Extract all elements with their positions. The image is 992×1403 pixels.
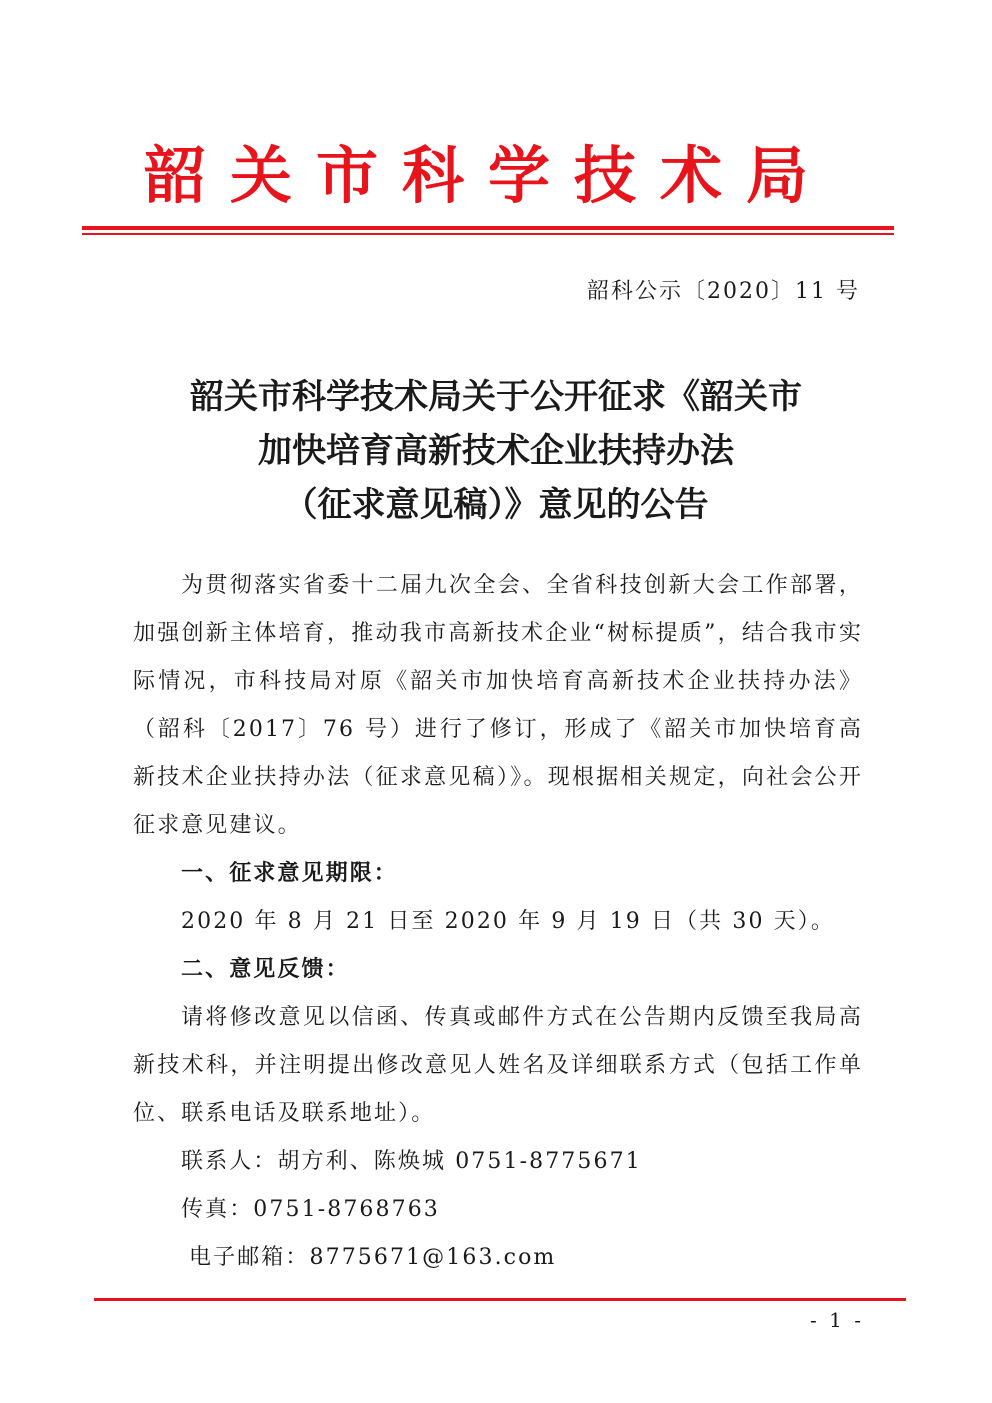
section-1-text: 2020 年 8 月 21 日至 2020 年 9 月 19 日（共 30 天）。 <box>181 909 835 934</box>
section-2-heading: 二、意见反馈： <box>181 957 350 982</box>
title-line-2: 加快培育高新技术企业扶持办法 <box>258 431 734 471</box>
email-line: 电子邮箱：8775671@163.com <box>189 1245 557 1270</box>
document-number: 韶科公示〔2020〕11 号 <box>587 279 860 304</box>
intro-paragraph: 为贯彻落实省委十二届九次全会、全省科技创新大会工作部署，加强创新主体培育，推动我市高新技术企业“树标提质”，结合我市实际情况，市科技局对原《韶关市加快培育高新技术企业扶持办法》（韶科〔2017〕76 号）进行了修订，形成了《韶关市加快培育高新技术企业扶持办法（征求意见稿）》。现根据相关规定，向社会公开征求意见建议。 <box>133 573 863 838</box>
header-rule-thin <box>82 233 894 235</box>
document-body <box>133 562 863 1282</box>
document-title <box>120 370 872 532</box>
fax-line: 传真：0751-8768763 <box>181 1197 440 1222</box>
section-1-heading: 一、征求意见期限： <box>181 861 398 886</box>
page-number: - 1 - <box>810 1308 864 1332</box>
title-line-3: （征求意见稿）》意见的公告 <box>283 485 709 525</box>
title-line-1: 韶关市科学技术局关于公开征求《韶关市 <box>190 377 802 417</box>
footer-rule <box>94 1298 906 1301</box>
contact-line: 联系人：胡方利、陈焕城 0751-8775671 <box>181 1149 642 1174</box>
agency-masthead: 韶关市科学技术局 <box>143 139 832 212</box>
header-rule-thick <box>82 226 894 230</box>
section-2-text: 请将修改意见以信函、传真或邮件方式在公告期内反馈至我局高新技术科，并注明提出修改意见人姓名及详细联系方式（包括工作单位、联系电话及联系地址）。 <box>133 1005 863 1126</box>
